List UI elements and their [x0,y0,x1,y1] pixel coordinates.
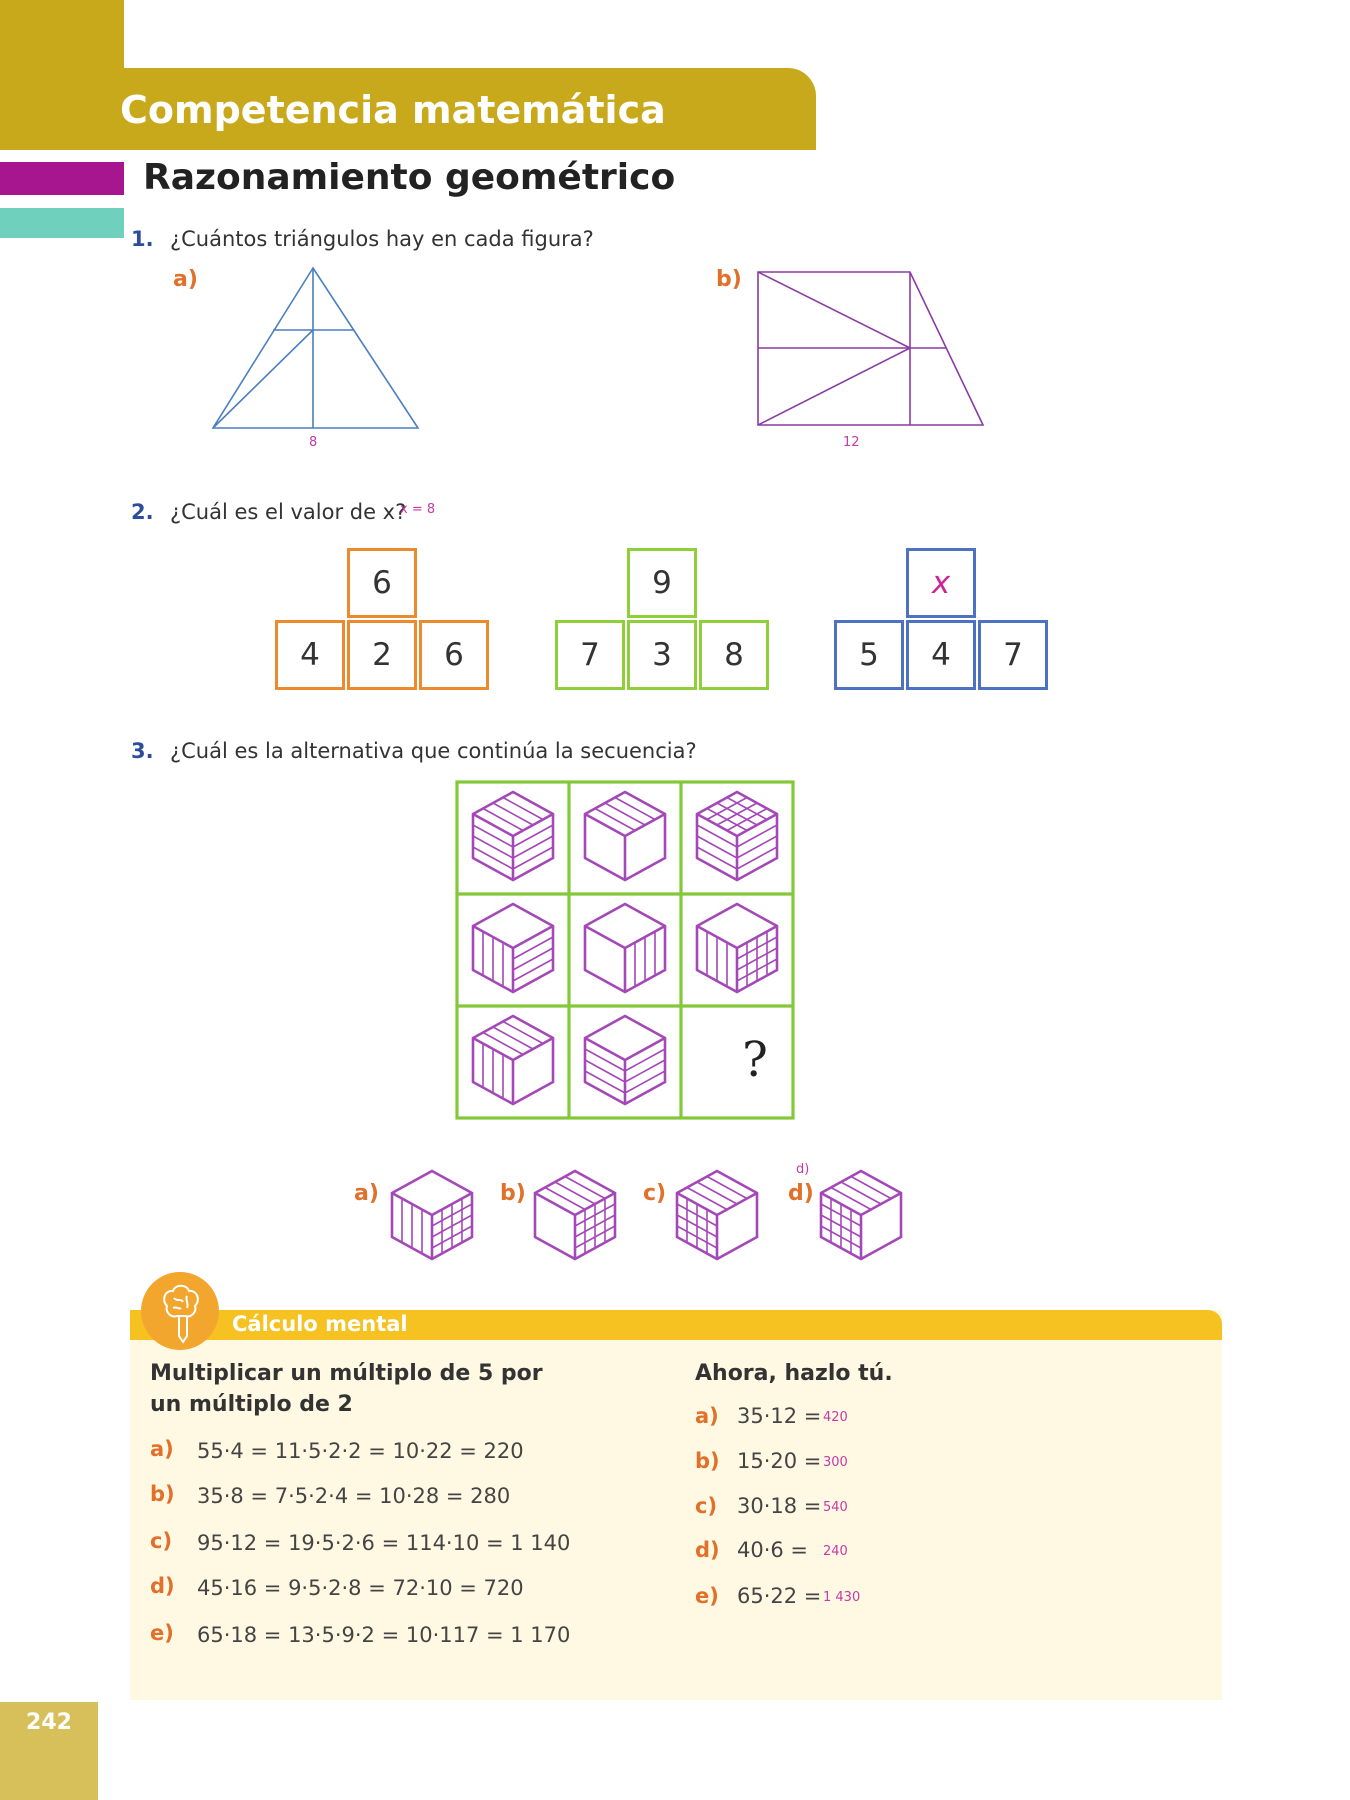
trapezoid-figure-b [750,265,990,435]
missing-cell-question-mark: ? [742,1032,768,1088]
exercise-e-expression: 65·22 = [737,1584,822,1608]
puzzle-cell-right: 7 [978,620,1048,690]
example-a-expression: 55·4 = 11·5·2·2 = 10·22 = 220 [197,1439,524,1463]
example-e-expression: 65·18 = 13·5·9·2 = 10·117 = 1 170 [197,1623,571,1647]
page-number: 242 [26,1710,72,1735]
exercise-a-label: a) [695,1404,719,1428]
calculo-mental-left-heading-line1: Multiplicar un múltiplo de 5 por [150,1361,543,1386]
question-3-text: ¿Cuál es la alternativa que continúa la secuencia? [170,739,697,763]
example-d-label: d) [150,1574,175,1598]
question-1-text: ¿Cuántos triángulos hay en cada figura? [170,227,594,251]
example-d-expression: 45·16 = 9·5·2·8 = 72·10 = 720 [197,1576,524,1600]
question-3-number: 3. [131,739,154,763]
page-heading: Razonamiento geométrico [143,157,676,198]
puzzle-cell-middle: 2 [347,620,417,690]
exercise-b-expression: 15·20 = [737,1449,822,1473]
cube-answer-options [380,1160,920,1270]
brain-pencil-icon [141,1272,219,1350]
question-1-number: 1. [131,227,154,251]
puzzle-cell-unknown: x [906,548,976,618]
exercise-b-label: b) [695,1449,720,1473]
calculo-mental-left-heading-line2: un múltiplo de 2 [150,1392,353,1417]
exercise-e-answer: 1 430 [823,1590,861,1605]
q3-option-d-label: d) [788,1181,814,1206]
q3-option-a-label: a) [354,1181,379,1206]
example-a-label: a) [150,1437,174,1461]
exercise-d-expression: 40·6 = [737,1538,809,1562]
q3-option-c-label: c) [643,1181,667,1206]
exercise-a-expression: 35·12 = [737,1404,822,1428]
exercise-heading: Ahora, hazlo tú. [695,1361,893,1386]
exercise-b-answer: 300 [823,1455,848,1470]
puzzle-cell-top: 6 [347,548,417,618]
puzzle-cell-left: 4 [275,620,345,690]
exercise-e-label: e) [695,1584,719,1608]
puzzle-cell-right: 8 [699,620,769,690]
q1-option-a-label: a) [173,267,198,292]
puzzle-cell-right: 6 [419,620,489,690]
example-e-label: e) [150,1621,174,1645]
calculo-mental-title: Cálculo mental [232,1312,408,1336]
puzzle-cell-top: 9 [627,548,697,618]
puzzle-cell-middle: 4 [906,620,976,690]
q2-answer: x = 8 [400,502,436,517]
exercise-d-answer: 240 [823,1544,848,1559]
example-b-expression: 35·8 = 7·5·2·4 = 10·28 = 280 [197,1484,511,1508]
triangle-figure-a [200,260,440,440]
puzzle-cell-middle: 3 [627,620,697,690]
question-2-number: 2. [131,500,154,524]
q3-answer: d) [796,1162,810,1177]
magenta-accent-bar [0,162,124,195]
exercise-c-expression: 30·18 = [737,1494,822,1518]
exercise-d-label: d) [695,1538,720,1562]
exercise-c-answer: 540 [823,1500,848,1515]
q1-option-b-label: b) [716,267,742,292]
puzzle-cell-left: 5 [834,620,904,690]
example-b-label: b) [150,1482,175,1506]
teal-accent-bar [0,208,124,238]
exercise-a-answer: 420 [823,1410,848,1425]
section-title: Competencia matemática [120,88,666,132]
example-c-expression: 95·12 = 19·5·2·6 = 114·10 = 1 140 [197,1531,571,1555]
puzzle-cell-left: 7 [555,620,625,690]
q1-answer-b: 12 [843,435,860,450]
q1-answer-a: 8 [309,435,318,450]
question-2-text: ¿Cuál es el valor de x? [170,500,407,524]
q3-option-b-label: b) [500,1181,526,1206]
exercise-c-label: c) [695,1494,718,1518]
example-c-label: c) [150,1529,173,1553]
